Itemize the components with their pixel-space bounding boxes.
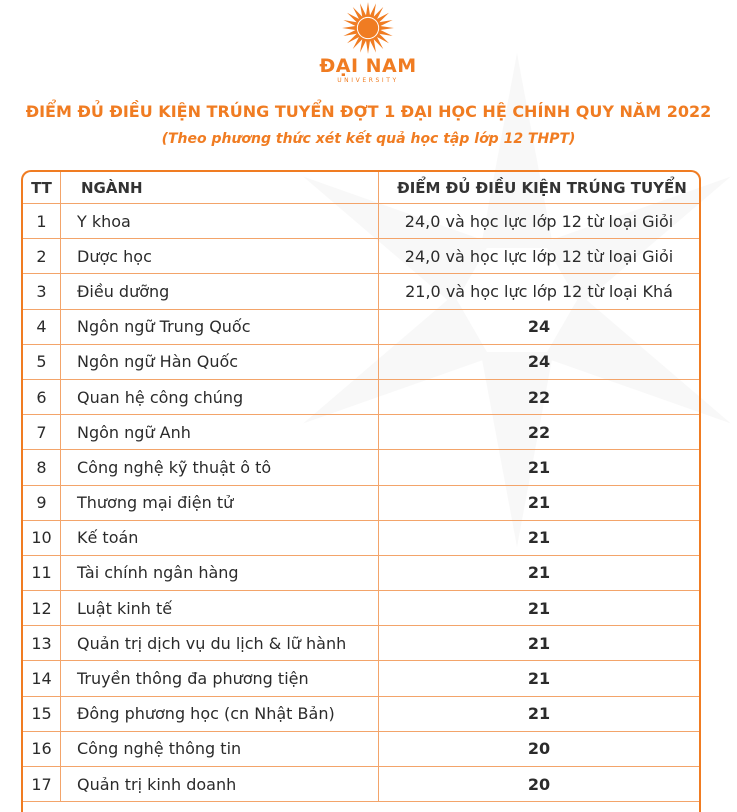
table-row [23,697,699,732]
row-major-name: Luật kinh tế [61,591,379,625]
row-score: 21 [527,598,551,618]
row-tt: 9 [23,486,61,520]
table-row [23,380,699,415]
table-row [23,767,699,802]
header-score: ĐIỂM ĐỦ ĐIỀU KIỆN TRÚNG TUYỂN [397,178,687,197]
row-tt: 6 [23,380,61,414]
table-row [23,591,699,626]
table-row [23,626,699,661]
row-score: 20 [527,774,551,794]
row-score: 21 [527,633,551,653]
table-row [23,345,699,380]
row-major-name: Ngôn ngữ Trung Quốc [61,310,379,344]
row-score: 20 [527,739,551,759]
row-tt: 2 [23,239,61,273]
row-major-name: Ngôn ngữ Anh [61,415,379,449]
row-score: 21 [527,493,551,513]
row-score: 24 [527,317,551,337]
table-body [23,204,699,802]
row-major-name: Ngôn ngữ Hàn Quốc [61,345,379,379]
table-row [23,415,699,450]
sunburst-logo-icon [331,0,405,56]
row-score: 24,0 và học lực lớp 12 từ loại Giỏi [404,211,674,231]
row-tt: 1 [23,204,61,238]
row-major-name: Truyền thông đa phương tiện [61,661,379,695]
logo-brand-text: ĐẠI NAM [319,55,417,77]
row-tt: 5 [23,345,61,379]
row-tt: 7 [23,415,61,449]
university-logo [312,0,424,88]
row-tt: 16 [23,732,61,766]
row-major-name: Y khoa [61,204,379,238]
row-major-name: Kế toán [61,521,379,555]
table-row [23,274,699,309]
row-score: 24 [527,352,551,372]
row-tt: 3 [23,274,61,308]
row-tt: 17 [23,767,61,801]
row-tt: 4 [23,310,61,344]
row-tt: 8 [23,450,61,484]
row-major-name: Quản trị kinh doanh [61,767,379,801]
row-tt: 14 [23,661,61,695]
row-major-name: Quan hệ công chúng [61,380,379,414]
row-score: 21 [527,528,551,548]
row-major-name: Tài chính ngân hàng [61,556,379,590]
row-score: 24,0 và học lực lớp 12 từ loại Giỏi [404,246,674,266]
table-row [23,204,699,239]
page-title: ĐIỂM ĐỦ ĐIỀU KIỆN TRÚNG TUYỂN ĐỢT 1 ĐẠI HỌC HỆ CHÍNH QUY NĂM 2022 [25,102,712,121]
row-major-name: Công nghệ thông tin [61,732,379,766]
row-tt: 13 [23,626,61,660]
table-header-row [23,172,699,204]
row-major-name: Điều dưỡng [61,274,379,308]
admission-score-table [21,170,701,812]
row-tt: 15 [23,697,61,731]
table-row [23,239,699,274]
table-row [23,450,699,485]
row-tt: 10 [23,521,61,555]
row-score: 22 [527,422,551,442]
row-major-name: Đông phương học (cn Nhật Bản) [61,697,379,731]
logo-sub-text: UNIVERSITY [337,77,399,84]
table-row [23,661,699,696]
row-major-name: Dược học [61,239,379,273]
header-tt: TT [23,172,61,203]
table-row [23,486,699,521]
table-row [23,732,699,767]
row-score: 21 [527,669,551,689]
row-score: 21 [527,563,551,583]
row-tt: 11 [23,556,61,590]
table-row [23,521,699,556]
row-score: 22 [527,387,551,407]
row-score: 21 [527,704,551,724]
header-name: NGÀNH [61,172,379,203]
table-row [23,556,699,591]
row-major-name: Thương mại điện tử [61,486,379,520]
row-score: 21 [527,457,551,477]
page-subtitle: (Theo phương thức xét kết quả học tập lớp 12 THPT) [161,131,576,147]
row-tt: 12 [23,591,61,625]
table-row [23,310,699,345]
row-major-name: Quản trị dịch vụ du lịch & lữ hành [61,626,379,660]
row-major-name: Công nghệ kỹ thuật ô tô [61,450,379,484]
row-score: 21,0 và học lực lớp 12 từ loại Khá [405,281,673,301]
